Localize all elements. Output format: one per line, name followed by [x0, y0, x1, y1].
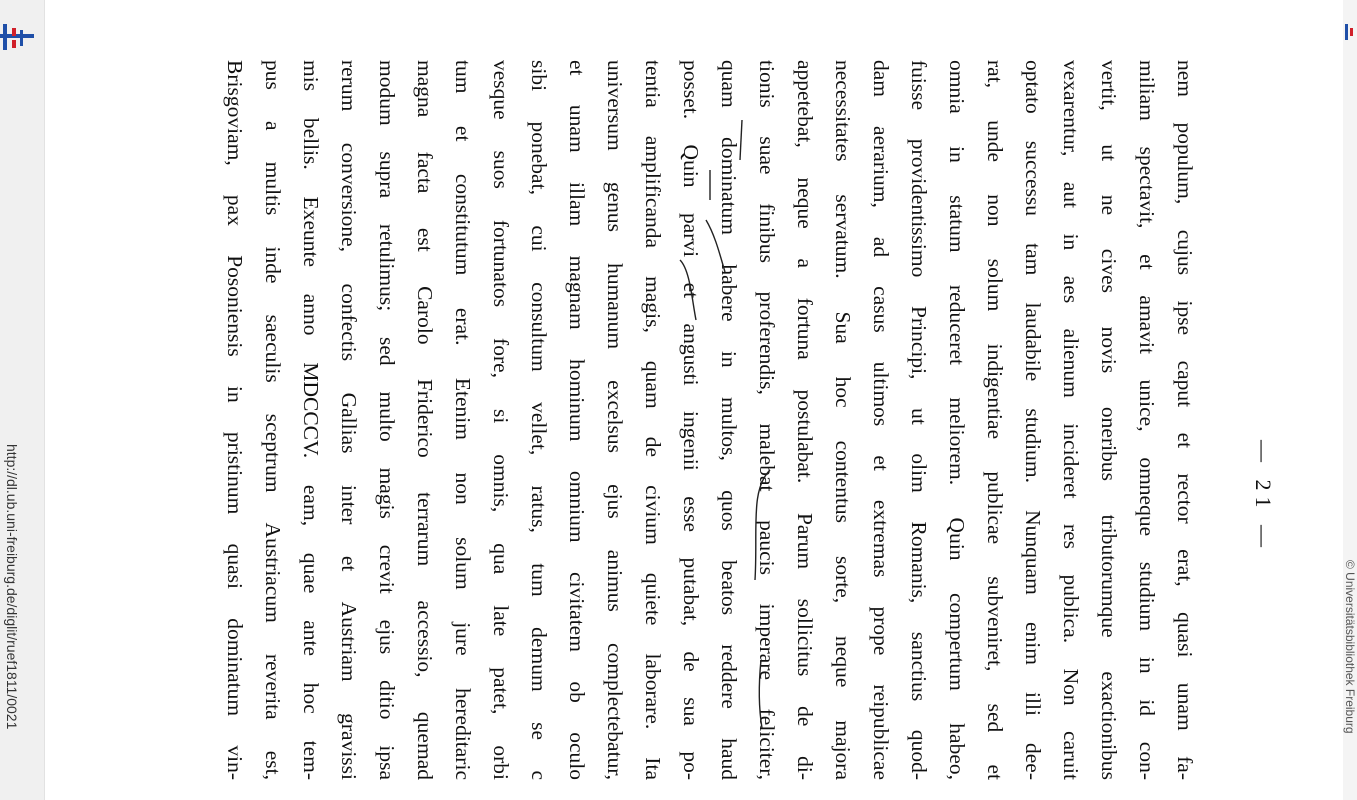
text-line: rat, unde non solum indigentiae publicae subveniret, sed et — [983, 60, 1007, 780]
text-line: tum et constitutum erat. Etenim non solum jure hereditaric — [451, 60, 475, 780]
scanned-page — [210, 60, 1276, 780]
text-line: fuisse providentissimo Principi, ut olim Romanis, sanctius quod- — [907, 60, 931, 780]
right-edge-copyright — [1343, 560, 1357, 800]
text-line: vesque suos fortunatos fore, si omnis, qua late patet, orbi — [489, 60, 513, 780]
page-source-url — [0, 444, 22, 729]
text-line: vexarentur, aut in aes alienum incideret res publica. Non caruit — [1059, 60, 1083, 780]
text-line: Brisgoviam, pax Posoniensis in pristinum quasi dominatum vin- — [223, 60, 247, 780]
text-line: universum genus humanum excelsus ejus animus complectebatur, — [603, 60, 627, 780]
text-line: appetebat, neque a fortuna postulabat. Parum sollicitus de di- — [793, 60, 817, 780]
text-line: sibi ponebat, cui consultum vellet, ratus, tum demum se c — [527, 60, 551, 780]
text-line: mis bellis. Exeunte anno MDCCCV. eam, quae ante hoc tem- — [299, 60, 323, 780]
text-line: modum supra retulimus; sed multo magis crevit ejus ditio ipsa — [375, 60, 399, 780]
text-line: necessitates servatum. Sua hoc contentus sorte, neque majora — [831, 60, 855, 780]
pencil-annotations — [210, 60, 1220, 780]
viewer-left-sidebar — [0, 0, 45, 800]
viewer-right-sidebar — [1343, 0, 1357, 800]
page-number: — 21 — — [1251, 440, 1276, 553]
library-logo-icon[interactable] — [0, 22, 36, 52]
text-line: optato successu tam laudabile studium. Nunquam enim illi dee- — [1021, 60, 1045, 780]
text-line: omnia in statum reduceret meliorem. Quin compertum habeo, — [945, 60, 969, 780]
text-line: vertit, ut ne cives novis oneribus tributorumque exactionibus — [1097, 60, 1121, 780]
text-line: posset. Quin parvi et angusti ingenii esse putabat, de sua po- — [679, 60, 703, 780]
right-edge-text: © Universitätsbibliothek Freiburg — [1343, 560, 1357, 734]
text-line: tentia amplificanda magis, quam de civium quiete laborare. Ita — [641, 60, 665, 780]
text-line: nem populum, cujus ipse caput et rector erat, quasi unam fa- — [1173, 60, 1197, 780]
text-line: magna facta est Carolo Friderico terrarum accessio, quemad — [413, 60, 437, 780]
text-line: dam aerarium, ad casus ultimos et extremas prope reipublicae — [869, 60, 893, 780]
text-line: miliam spectavit, et amavit unice, omneque studium in id con- — [1135, 60, 1159, 780]
text-line: quam dominatum habere in multos, quos beatos reddere haud — [717, 60, 741, 780]
library-logo-small-icon — [1343, 22, 1355, 42]
source-url-text[interactable]: http://dl.ub.uni-freiburg.de/diglit/ruef1811/0021 — [4, 444, 20, 730]
text-line: tionis suae finibus proferendis, malebat paucis imperare feliciter, — [755, 60, 779, 780]
text-line: pus a multis inde saeculis sceptrum Austriacum reverita est, — [261, 60, 285, 780]
text-line: et unam illam magnam hominum omnium civitatem ob oculo — [565, 60, 589, 780]
text-line: rerum conversione, confectis Gallias inter et Austriam gravissi — [337, 60, 361, 780]
